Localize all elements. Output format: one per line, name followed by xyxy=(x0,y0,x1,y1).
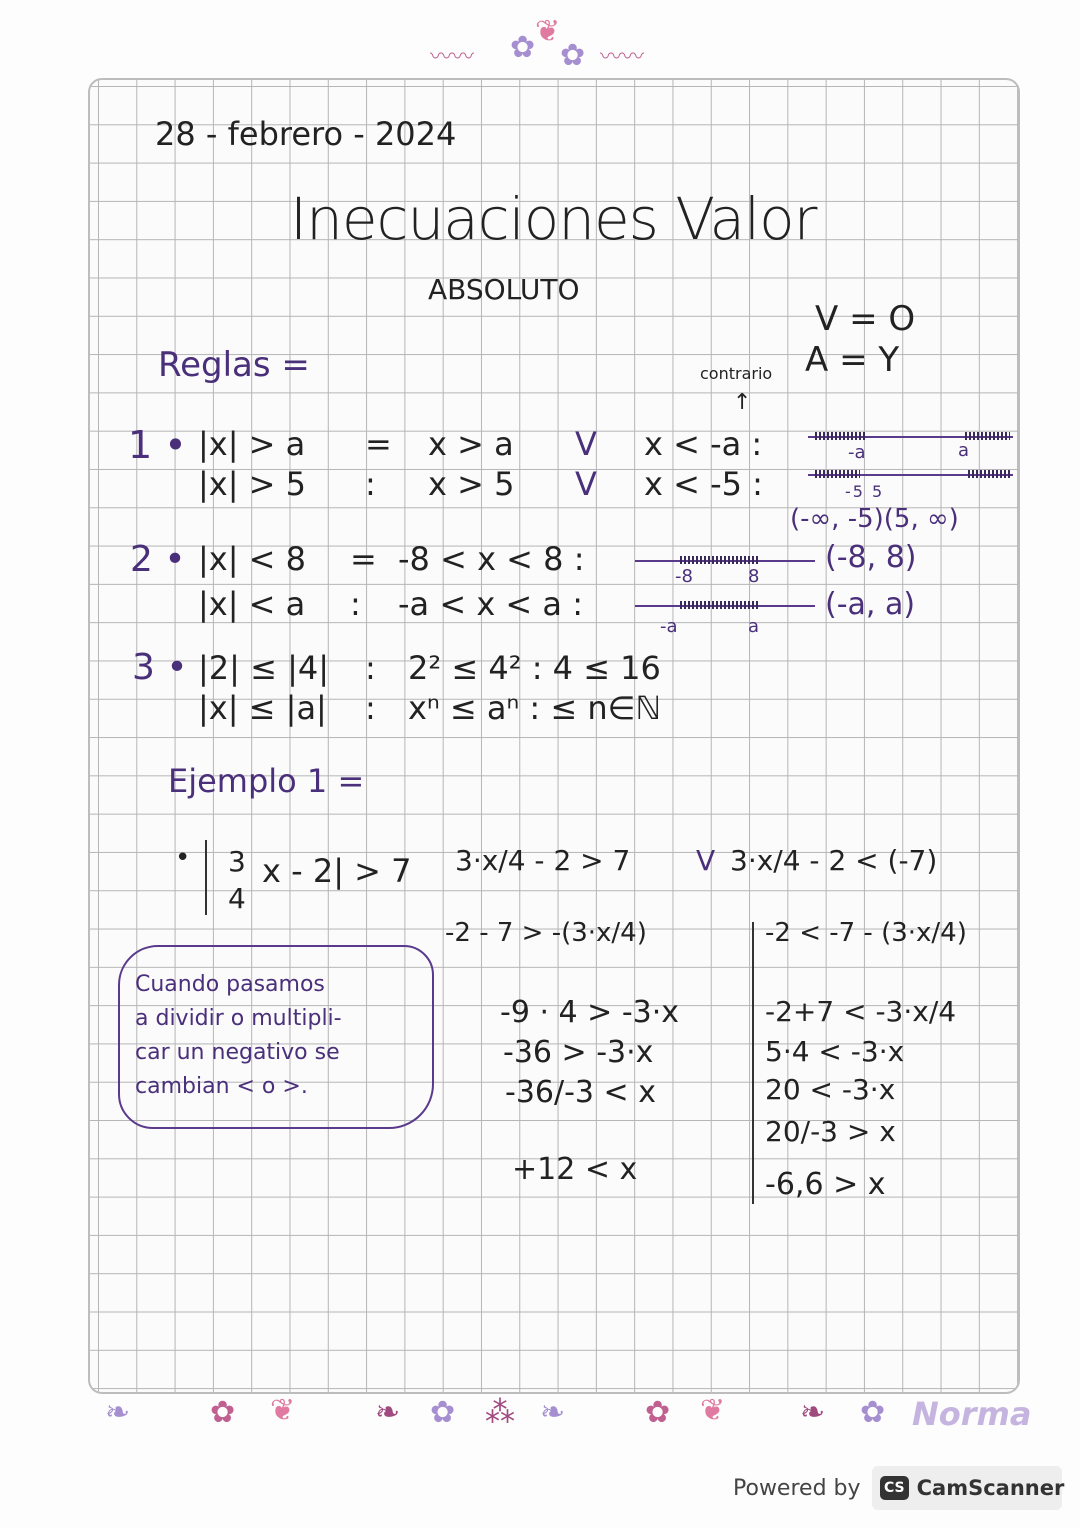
rule-2-eq: = xyxy=(350,540,377,578)
leaf-decoration-icon: ❧ xyxy=(375,1395,401,1430)
flower-decoration-icon: ✿ xyxy=(510,30,536,65)
example-or: V xyxy=(696,844,716,877)
rule-1-eq2: : xyxy=(365,465,376,503)
wave-decoration-icon: 〰〰 xyxy=(430,45,475,70)
brand-logo: Norma xyxy=(912,1395,1032,1433)
number-line-label: 8 xyxy=(748,566,760,587)
abs-bar xyxy=(205,840,207,915)
rule-1-interval: (-∞, -5)(5, ∞) xyxy=(790,504,959,534)
number-line-label: -a xyxy=(660,616,678,637)
rule-1-example-case2: x < -5 : xyxy=(644,465,763,503)
interval-bounds: -5 5 xyxy=(845,482,885,501)
rule-2-general-range: -a < x < a : xyxy=(398,585,583,623)
rule-2-general: |x| < a xyxy=(198,585,306,623)
rule-3-general-result: xⁿ ≤ aⁿ : ≤ n∈ℕ xyxy=(408,689,662,727)
right-step: -2 < -7 - (3·x/4) xyxy=(765,918,967,948)
left-step: -36 > -3·x xyxy=(503,1035,654,1070)
right-step: 20 < -3·x xyxy=(765,1073,896,1106)
rule-2-eq2: : xyxy=(350,585,361,623)
flower-decoration-icon: ✿ xyxy=(560,38,586,73)
shaded-region xyxy=(968,470,1010,478)
example-bullet: • xyxy=(175,843,191,873)
rule-3-general: |x| ≤ |a| xyxy=(198,689,327,727)
rule-1-or2: V xyxy=(575,465,597,503)
divider-line xyxy=(752,922,754,1204)
right-step: 3·x/4 - 2 < (-7) xyxy=(730,844,938,877)
left-step: -9 · 4 > -3·x xyxy=(500,995,680,1030)
page-subtitle: ABSOLUTO xyxy=(428,273,580,306)
number-line-label: -a xyxy=(848,442,866,463)
note-line: Cuando pasamos xyxy=(135,972,325,997)
fraction-denominator: 4 xyxy=(228,882,246,915)
rule-1-eq: = xyxy=(365,425,392,463)
rule-1-expr: |x| > a xyxy=(198,425,306,463)
rule-3-eq: : xyxy=(365,649,376,687)
leaf-decoration-icon: ❧ xyxy=(800,1395,826,1430)
rule-1-case2: x < -a : xyxy=(644,425,763,463)
rule-1-example-case1: x > 5 xyxy=(428,465,515,503)
camscanner-badge xyxy=(872,1466,1065,1510)
note-line: cambian < o >. xyxy=(135,1074,308,1099)
shaded-region xyxy=(815,470,860,478)
flower-decoration-icon: ✿ xyxy=(860,1395,886,1430)
right-step: 20/-3 > x xyxy=(765,1115,896,1148)
example-heading: Ejemplo 1 = xyxy=(168,762,365,800)
note-line: car un negativo se xyxy=(135,1040,340,1065)
note-line: a dividir o multipli- xyxy=(135,1006,342,1031)
camscanner-logo-icon: CS xyxy=(880,1476,909,1500)
arrow-up-icon: ↑ xyxy=(733,390,752,415)
number-line-label: a xyxy=(958,440,970,461)
rule-2-number: 2 • xyxy=(130,539,186,580)
left-step: -36/-3 < x xyxy=(505,1075,656,1110)
shaded-region xyxy=(965,432,1010,440)
flower-decoration-icon: ✿ xyxy=(645,1395,671,1430)
legend-or: V = O xyxy=(815,299,916,339)
camscanner-name: CamScanner xyxy=(916,1476,1065,1500)
flower-decoration-icon: ✿ xyxy=(430,1395,456,1430)
shaded-region xyxy=(680,601,758,609)
leaf-decoration-icon: ❧ xyxy=(105,1395,131,1430)
fraction-numerator: 3 xyxy=(228,845,246,878)
page-title: Inecuaciones Valor xyxy=(290,185,817,253)
wave-decoration-icon: 〰〰 xyxy=(600,45,645,70)
rule-2-interval: (-8, 8) xyxy=(825,540,917,575)
rule-2-general-interval: (-a, a) xyxy=(825,587,916,622)
example-problem: x - 2| > 7 xyxy=(262,852,412,890)
left-step: 3·x/4 - 2 > 7 xyxy=(455,844,631,877)
date: 28 - febrero - 2024 xyxy=(155,115,457,153)
right-step: -2+7 < -3·x/4 xyxy=(765,995,957,1028)
powered-by-text: Powered by xyxy=(733,1476,861,1501)
tulip-decoration-icon: ❦ xyxy=(535,14,561,49)
rule-3-expr: |2| ≤ |4| xyxy=(198,649,329,687)
rule-2-expr: |x| < 8 xyxy=(198,540,307,578)
rule-1-example: |x| > 5 xyxy=(198,465,307,503)
legend-and: A = Y xyxy=(805,340,900,380)
legend-note: contrario xyxy=(700,364,773,383)
rule-1-case1: x > a xyxy=(428,425,514,463)
rule-3-result: 2² ≤ 4² : 4 ≤ 16 xyxy=(408,649,661,687)
number-line-label: -8 xyxy=(675,566,693,587)
rules-heading: Reglas = xyxy=(158,345,310,385)
shaded-region xyxy=(680,556,758,564)
left-result: +12 < x xyxy=(512,1152,638,1187)
flower-decoration-icon: ✿ xyxy=(210,1395,236,1430)
rule-1-or: V xyxy=(575,425,597,463)
tulip-decoration-icon: ❦ xyxy=(700,1393,726,1428)
note-text xyxy=(135,968,342,1104)
rule-2-range: -8 < x < 8 : xyxy=(398,540,585,578)
left-step: -2 - 7 > -(3·x/4) xyxy=(445,918,647,948)
rule-3-number: 3 • xyxy=(132,647,188,688)
right-result: -6,6 > x xyxy=(765,1167,886,1202)
shaded-region xyxy=(815,432,865,440)
tulip-decoration-icon: ❦ xyxy=(270,1393,296,1428)
rule-1-number: 1 • xyxy=(128,423,187,467)
rule-3-eq2: : xyxy=(365,689,376,727)
number-line-label: a xyxy=(748,616,760,637)
leaf-decoration-icon: ❧ xyxy=(540,1395,566,1430)
dots-decoration-icon: ⁂ xyxy=(485,1395,515,1430)
right-step: 5·4 < -3·x xyxy=(765,1035,905,1068)
